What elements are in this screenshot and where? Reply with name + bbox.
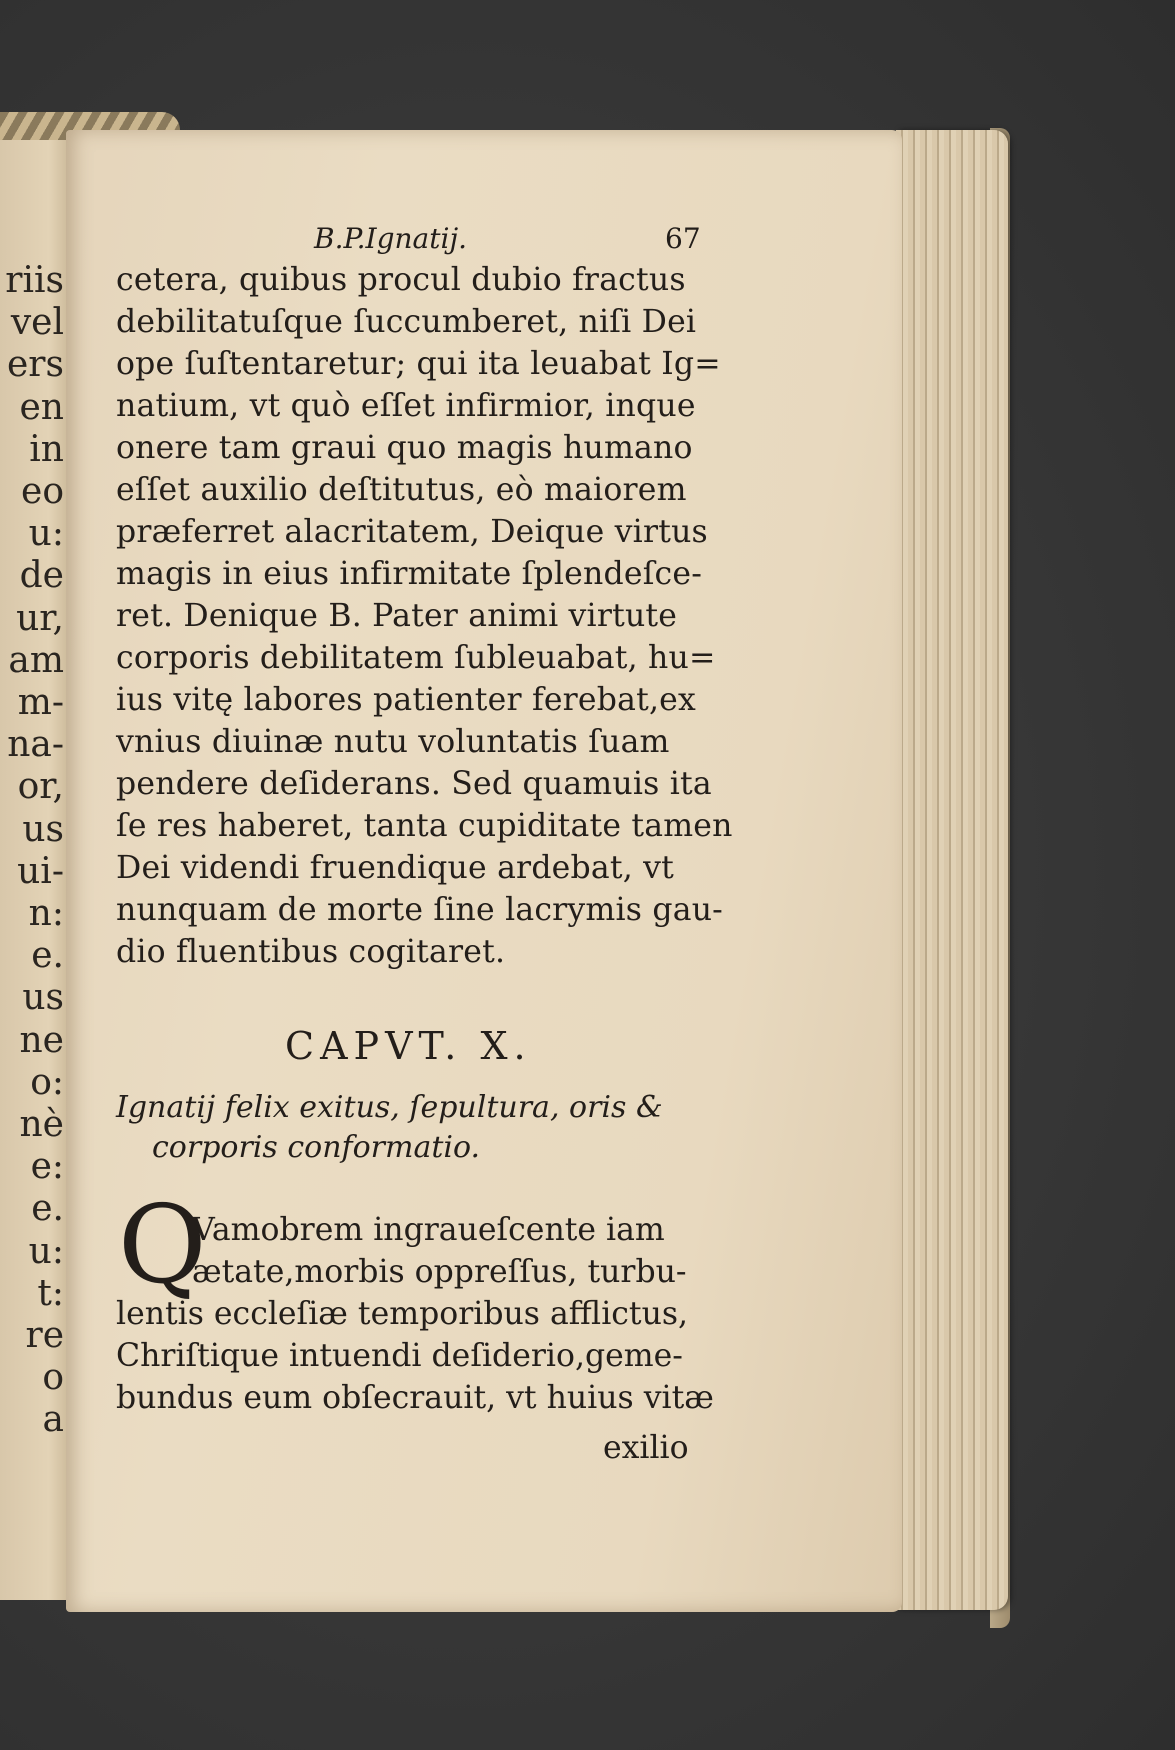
left-page-fragment: u: xyxy=(28,1230,64,1272)
left-page-fragment: m- xyxy=(17,682,64,723)
left-page-fragment: o xyxy=(42,1357,64,1399)
left-page-fragment: us xyxy=(22,808,64,850)
body-line: natium, vt quò eſſet infirmior, inque xyxy=(116,388,696,424)
left-page-fragment: a xyxy=(42,1399,64,1441)
catchword: exilio xyxy=(603,1430,689,1466)
left-page-fragment: am xyxy=(8,639,64,681)
body-line: corporis debilitatem ſubleuabat, hu= xyxy=(116,640,716,676)
running-head: B.P.Ignatij. xyxy=(314,222,468,255)
left-page-fragment: na- xyxy=(7,724,64,766)
left-page-fragment: de xyxy=(19,555,64,597)
left-page-fragment: ur, xyxy=(16,597,64,639)
body-line: magis in eius infirmitate ſplendeſce- xyxy=(116,556,703,592)
page-number: 67 xyxy=(665,222,701,255)
paragraph-line: bundus eum obſecrauit, vt huius vitæ xyxy=(116,1380,714,1416)
left-page-fragment: eo xyxy=(21,471,64,512)
body-line: ius vitę labores patienter ferebat,ex xyxy=(116,682,696,718)
left-page-fragment: t: xyxy=(37,1272,64,1314)
paragraph-line: Vamobrem ingraueſcente iam xyxy=(192,1212,665,1248)
body-line: cetera, quibus procul dubio fractus xyxy=(116,262,686,298)
body-line: Dei videndi fruendique ardebat, vt xyxy=(116,850,675,886)
drop-cap: Q xyxy=(118,1183,207,1308)
left-page-fragment: ers xyxy=(7,344,64,386)
paragraph-line: Chriſtique intuendi deſiderio,geme- xyxy=(116,1338,683,1374)
paragraph-line: lentis eccleſiæ temporibus afflictus, xyxy=(116,1296,689,1332)
left-page-fragment: e: xyxy=(30,1146,64,1188)
chapter-summary-line: Ignatij felix exitus, ſepultura, oris & xyxy=(116,1090,663,1125)
left-page-fragment: en xyxy=(19,386,64,428)
body-line: præferret alacritatem, Deique virtus xyxy=(116,514,708,550)
left-page-fragment: riis xyxy=(5,260,64,301)
left-page-fragment: ui- xyxy=(17,850,64,892)
left-page-fragment: re xyxy=(25,1315,64,1356)
body-line: eſſet auxilio deſtitutus, eò maiorem xyxy=(116,472,687,508)
left-page-fragment: o: xyxy=(30,1061,64,1103)
body-line: dio fluentibus cogitaret. xyxy=(116,934,506,970)
body-line: onere tam graui quo magis humano xyxy=(116,430,693,466)
chapter-summary-line: corporis conformatio. xyxy=(152,1130,481,1165)
left-page xyxy=(0,140,70,1600)
chapter-heading: CAPVT. X. xyxy=(285,1024,532,1068)
body-line: ſe res haberet, tanta cupiditate tamen xyxy=(116,808,733,844)
left-page-fragment: e. xyxy=(31,935,64,977)
left-page-fragment: nè xyxy=(19,1104,64,1145)
left-page-fragment: in xyxy=(29,428,64,470)
body-line: ope ſuſtentaretur; qui ita leuabat Ig= xyxy=(116,346,721,382)
body-line: pendere deſiderans. Sed quamuis ita xyxy=(116,766,712,802)
left-page-fragment: u: xyxy=(28,513,64,555)
body-line: debilitatuſque ſuccumberet, niſi Dei xyxy=(116,304,697,340)
left-page-fragment: us xyxy=(22,977,64,1019)
body-line: ret. Denique B. Pater animi virtute xyxy=(116,598,678,634)
left-page-fragment: e. xyxy=(31,1188,64,1230)
paragraph-line: ætate,morbis oppreſſus, turbu- xyxy=(192,1254,687,1290)
left-page-fragment: n: xyxy=(28,893,64,934)
left-page-fragment: vel xyxy=(10,302,64,344)
body-line: nunquam de morte ſine lacrymis gau- xyxy=(116,892,724,928)
left-page-fragment: ne xyxy=(19,1019,64,1061)
body-line: vnius diuinæ nutu voluntatis ſuam xyxy=(116,724,670,760)
page-edges xyxy=(896,130,1008,1610)
left-page-fragment: or, xyxy=(17,766,64,808)
